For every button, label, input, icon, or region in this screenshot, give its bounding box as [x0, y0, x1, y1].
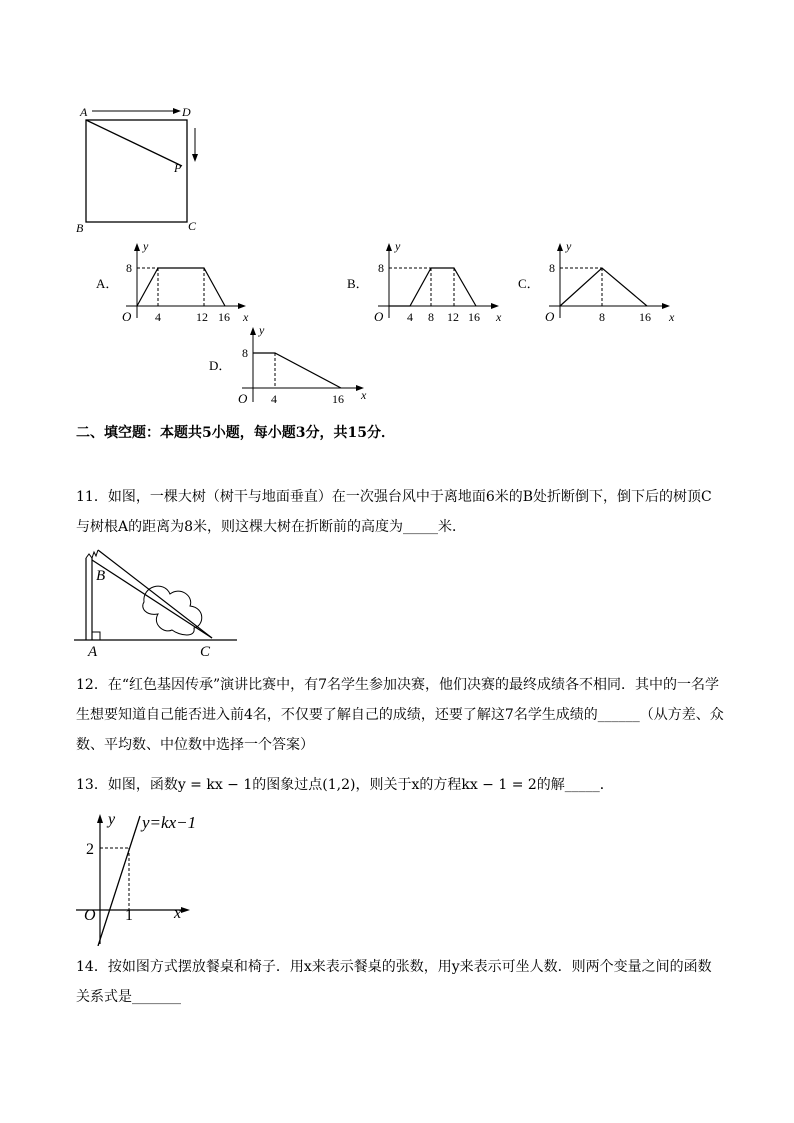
option-label: C．: [518, 276, 540, 291]
x-axis-label: x: [174, 905, 182, 922]
label-C: C: [200, 644, 211, 658]
y-tick-8: 8: [378, 261, 384, 275]
tree-figure: [72, 546, 242, 658]
y-tick-2: 2: [86, 841, 94, 858]
option-B-graph: [343, 238, 518, 330]
origin-label: O: [374, 309, 384, 324]
x-tick: 12: [447, 310, 459, 324]
question-12-text: 12．在“红色基因传承”演讲比赛中，有7名学生参加决赛，他们决赛的最终成绩各不相同．其中的一名学生想要知道自己能否进入前4名，不仅要了解自己的成绩，还要了解这7名学生成绩的______（从方差、众数、平均数、中位数中选择一个答案）: [76, 677, 724, 753]
origin-label: O: [545, 309, 555, 324]
origin-label: O: [122, 309, 132, 324]
x-tick: 16: [218, 310, 230, 324]
label-P: P: [174, 161, 182, 175]
x-tick-1: 1: [125, 907, 133, 924]
x-tick: 16: [639, 310, 651, 324]
x-axis-label: x: [669, 310, 675, 324]
label-B: B: [76, 221, 84, 235]
option-C-graph: [514, 238, 689, 330]
origin-label: O: [84, 907, 96, 924]
y-tick-8: 8: [549, 261, 555, 275]
function-label: y=kx−1: [142, 813, 197, 832]
x-tick: 8: [599, 310, 605, 324]
x-axis-label: x: [496, 310, 502, 324]
label-A: A: [88, 644, 98, 658]
question-11-text: 11．如图，一棵大树（树干与地面垂直）在一次强台风中于离地面6米的B处折断倒下，倒下后的树顶C与树根A的距离为8米，则这棵大树在折断前的高度为_____米．: [76, 489, 712, 535]
square-figure: [72, 100, 212, 240]
label-B: B: [96, 568, 106, 584]
x-axis-label: x: [243, 310, 249, 324]
option-A-graph: [90, 238, 265, 330]
x-tick: 12: [196, 310, 208, 324]
x-tick: 4: [407, 310, 413, 324]
origin-label: O: [238, 391, 248, 406]
question-14-text: 14．按如图方式摆放餐桌和椅子．用x来表示餐桌的张数，用y来表示可坐人数．则两个变量之间的函数关系式是_______: [76, 959, 712, 1005]
y-axis-label: y: [259, 323, 265, 337]
x-tick: 16: [468, 310, 480, 324]
linear-function-graph: [72, 806, 222, 946]
option-label: B．: [347, 276, 369, 291]
option-D-graph: [205, 322, 380, 414]
option-label: A．: [96, 276, 119, 291]
x-axis-label: x: [361, 388, 367, 402]
label-C: C: [188, 219, 197, 233]
x-tick: 16: [332, 392, 344, 406]
y-axis-label: y: [566, 239, 572, 253]
question-13-text: 13．如图，函数y = kx − 1的图象过点(1,2)，则关于x的方程kx − 1 = 2的解_____．: [76, 777, 614, 793]
y-axis-label: y: [395, 239, 401, 253]
x-tick: 4: [271, 392, 277, 406]
y-axis-label: y: [143, 239, 149, 253]
y-tick-8: 8: [126, 261, 132, 275]
y-tick-8: 8: [242, 346, 248, 360]
option-label: D．: [209, 358, 232, 373]
label-A: A: [80, 105, 88, 119]
x-tick: 4: [155, 310, 161, 324]
section-title: 二、填空题：本题共5小题，每小题3分，共15分．: [76, 425, 395, 441]
y-axis-label: y: [108, 811, 116, 828]
x-tick: 8: [428, 310, 434, 324]
label-D: D: [182, 105, 191, 119]
